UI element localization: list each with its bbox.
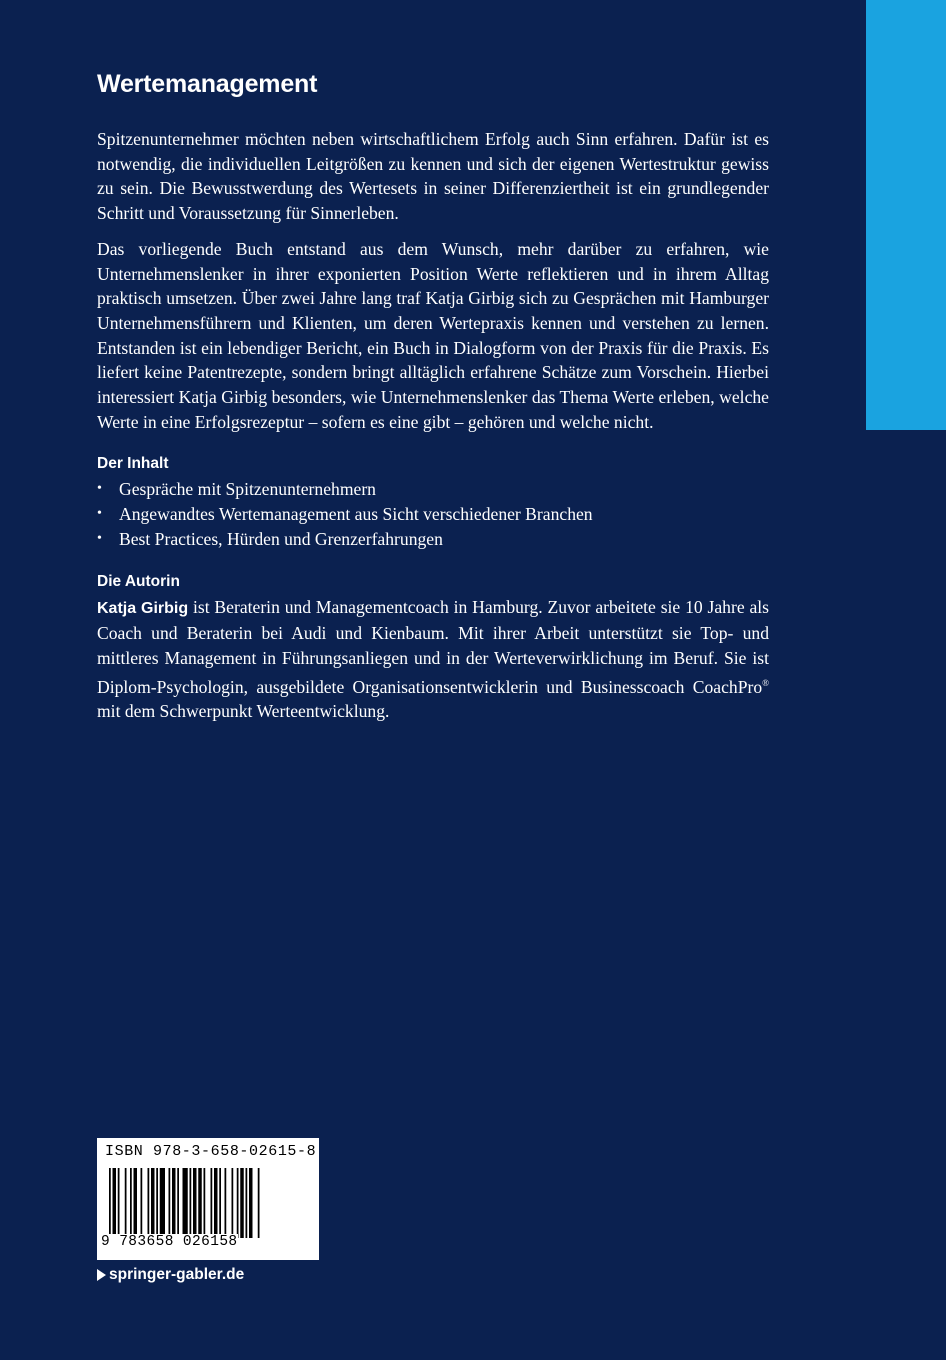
barcode-bar bbox=[237, 1168, 239, 1238]
bullet-icon: • bbox=[97, 530, 102, 546]
barcode-bar bbox=[183, 1168, 188, 1238]
bullet-icon: • bbox=[97, 481, 102, 497]
barcode-bar bbox=[190, 1168, 192, 1238]
isbn-label: ISBN 978-3-658-02615-8 bbox=[105, 1143, 317, 1160]
barcode-bar bbox=[219, 1168, 221, 1238]
isbn-barcode-box bbox=[97, 1138, 319, 1260]
barcode-bar bbox=[258, 1168, 260, 1238]
barcode-bar bbox=[134, 1168, 138, 1238]
author-paragraph bbox=[97, 595, 769, 724]
main-content bbox=[97, 70, 769, 735]
bullet-icon: • bbox=[97, 506, 102, 522]
barcode-bar bbox=[118, 1168, 120, 1238]
list-item bbox=[97, 527, 769, 552]
inhalt-heading: Der Inhalt bbox=[97, 455, 169, 473]
list-item bbox=[97, 502, 769, 527]
author-text-end: mit dem Schwerpunkt Werteentwicklung. bbox=[97, 701, 390, 722]
website-link[interactable] bbox=[97, 1266, 244, 1284]
barcode-bar bbox=[232, 1168, 234, 1238]
barcode-bar bbox=[156, 1168, 158, 1238]
barcode-bar bbox=[249, 1168, 253, 1238]
barcode-bar bbox=[169, 1168, 171, 1238]
author-text: ist Beraterin und Managementcoach in Hamburg. Zuvor arbeitete sie 10 Jahre als Coach und Beraterin bei Audi und Kienbaum. Mit ihrer Arbeit unterstützt sie Top- und mittleres Management in Führungsanliegen und in der Werteverwirklichung im Beruf. Sie ist Diplom-Psychologin, ausgebildete Organisationsentwicklerin und Businesscoach CoachPro bbox=[97, 596, 769, 697]
accent-bar bbox=[866, 0, 946, 430]
inhalt-list bbox=[97, 477, 769, 551]
author-name: Katja Girbig bbox=[97, 599, 189, 617]
intro-paragraph: Spitzenunternehmer möchten neben wirtschaftlichem Erfolg auch Sinn erfahren. Dafür ist es notwendig, die individuellen Leitgrößen zu kennen und sich der eigenen Wertestruktur gewiss zu sein. Die Bewusstwerdung des Wertesets in seiner Differenziertheit ist ein grundlegender Schritt und Voraussetzung für Sinnerleben. bbox=[97, 129, 769, 224]
barcode-bar bbox=[130, 1168, 132, 1238]
barcode-bar bbox=[198, 1168, 202, 1238]
autorin-heading: Die Autorin bbox=[97, 572, 180, 590]
website-text: springer-gabler.de bbox=[109, 1266, 245, 1283]
barcode-bar bbox=[225, 1168, 227, 1238]
list-item-text: Best Practices, Hürden und Grenzerfahrungen bbox=[119, 528, 443, 549]
barcode-bar bbox=[177, 1168, 179, 1238]
barcode-bar bbox=[240, 1168, 244, 1238]
barcode-bar bbox=[211, 1168, 213, 1238]
list-item-text: Gespräche mit Spitzenunternehmern bbox=[119, 479, 376, 500]
barcode-bar bbox=[160, 1168, 165, 1238]
barcode-icon bbox=[109, 1168, 309, 1238]
barcode-bar bbox=[204, 1168, 206, 1238]
barcode-bar bbox=[113, 1168, 117, 1238]
list-item-text: Angewandtes Wertemanagement aus Sicht verschiedener Branchen bbox=[119, 504, 593, 525]
registered-mark: ® bbox=[762, 677, 769, 688]
arrow-right-icon bbox=[97, 1269, 106, 1281]
barcode-bar bbox=[141, 1168, 143, 1238]
barcode-bar bbox=[151, 1168, 155, 1238]
barcode-bar bbox=[109, 1168, 111, 1238]
barcode-digits: 9 783658 026158 bbox=[101, 1234, 238, 1250]
barcode-bar bbox=[246, 1168, 248, 1238]
barcode-bar bbox=[172, 1168, 176, 1238]
barcode-bar bbox=[148, 1168, 150, 1238]
barcode-bar bbox=[214, 1168, 218, 1238]
page-title: Wertemanagement bbox=[97, 70, 318, 98]
list-item bbox=[97, 477, 769, 502]
barcode-bar bbox=[193, 1168, 197, 1238]
description-paragraph: Das vorliegende Buch entstand aus dem Wunsch, mehr darüber zu erfahren, wie Unternehmenslenker in ihrer exponierten Position Werte reflektieren und in ihrem Alltag praktisch umsetzen. Über zwei Jahre lang traf Katja Girbig sich zu Gesprächen mit Hamburger Unternehmensführern und Klienten, um deren Wertepraxis kennen und verstehen zu lernen. Entstanden ist ein lebendiger Bericht, ein Buch in Dialogform von der Praxis für die Praxis. Es liefert keine Patentrezepte, sondern bringt alltäglich erfahrene Schätze zum Vorschein. Hierbei interessiert Katja Girbig besonders, wie Unternehmenslenker das Thema Werte erleben, welche Werte in eine Erfolgsrezeptur – sofern es eine gibt – gehören und welche nicht. bbox=[97, 238, 769, 432]
barcode-bar bbox=[125, 1168, 127, 1238]
